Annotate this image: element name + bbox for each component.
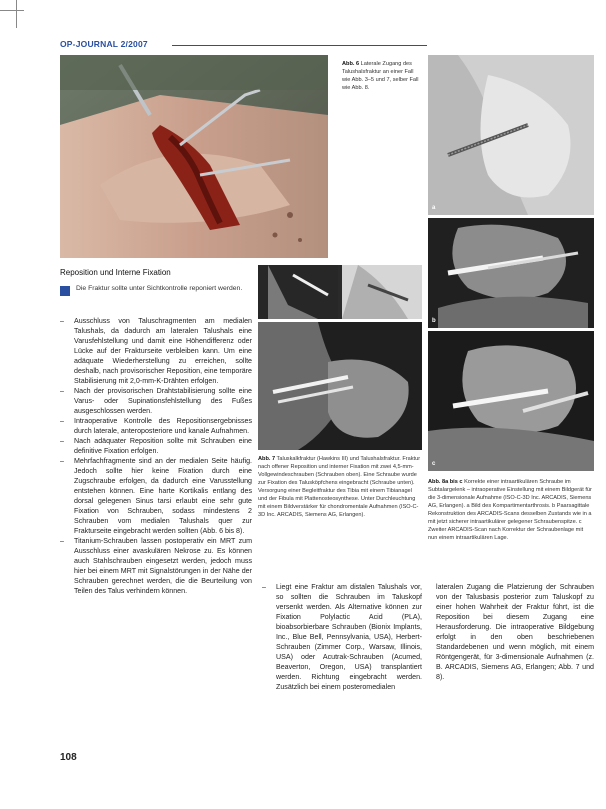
- fig7-caption-label: Abb. 7: [258, 456, 276, 462]
- fig8-label-c: c: [432, 461, 436, 467]
- journal-header: OP-JOURNAL 2/2007: [60, 39, 148, 49]
- list-item: – Mehrfachfragmente sind an der medialen Seite häufig. Jedoch sollte hier keine Fixation durch eine Zugschraube erfolgen, da dadurch eine Varusstellung entstehen können. Eine harte Kortikalis entlang des dorsal gelegenen Sinus tarsi erlaubt eine sehr gute Fixation von Schrauben, sodass mindestens 2 Schrauben vom medialen Talushals quer zur Frakturseite eingebracht werden sollten (Abb. 6 bis 8).: [60, 456, 252, 536]
- list-item: – Nach der provisorischen Drahtstabilisierung sollte eine Varus- oder Supinationsfehlstellung des Fußes ausgeschlossen werden.: [60, 386, 252, 416]
- fig6-caption-label: Abb. 6: [342, 61, 360, 67]
- surgical-photo: [60, 55, 328, 258]
- fig8-caption-text: Korrekte einer intraartikulären Schraube im Subtalargelenk – intraoperative Einstellung mit einem Bildgerät für die 3-dimensionale Aufnahme (ISO-C-3D Inc. ARCADIS, Siemens AG, Erlangen). a Bild des Kompartimentarthrosis. b Paarsagittale Rekonstruktion des ARCADIS-Scans desselben Zustands wie in a mit jetzt sicherer intraartikulärer gelegener Schraubenspitze. c Zweiter ARCADIS-Scan nach Korrektur der Schraubenlage mit nun einem intraartikulären Lage.: [428, 479, 592, 541]
- column-2-list: [262, 582, 422, 692]
- fig8-caption: [428, 478, 594, 542]
- xray-8c: [428, 331, 594, 471]
- fig8-label-b: b: [432, 318, 436, 324]
- crop-mark-vertical: [16, 0, 17, 28]
- list-item: – Liegt eine Fraktur am distalen Talushals vor, so sollten die Schrauben im Taluskopf versenkt werden. Als Alternative können zur Fixation Polylactic Acid (PLA), bioabsorbierbare Schrauben (Bionix Implants, Inc., Blue Bell, Pennsylvania, USA), Herbert-Schrauben (Zimmer Corp., Warsaw, Illinois, USA) oder Acutrak-Schrauben (Acumed, Beaverton, Oregon, USA) transplantiert werden. Richtung eingebracht werden. Zusätzlich bei einem posteromedialen: [262, 582, 422, 692]
- section-title: Reposition und Interne Fixation: [60, 268, 171, 277]
- xray-8b: [428, 218, 594, 328]
- list-item: – Ausschluss von Taluschragmenten am medialen Talushals, da dadurch am lateralen Talushals eine Varusfehlstellung und damit eine Höhendifferenz oder Lücke auf der Frakturseite verbleiben kann. Um eine adäquate Wiederherstellung zu erreichen, sollte deshalb, nach provisorischer Reposition, eine temporäre Stabilisierung mit 2,0-mm-K-Drähten erfolgen.: [60, 316, 252, 386]
- fig8-caption-label: Abb. 8a bis c: [428, 479, 463, 485]
- xray-7-top: [258, 265, 422, 319]
- list-item: – Titanium-Schrauben lassen postoperativ ein MRT zum Ausschluss einer avaskulären Nekrose zu. Es können auch Stahlschrauben eingesetzt werden, jedoch muss hier bei einem MRT mit Signalstörungen in der Nähe der Schrauben gerechnet werden, die die Beurteilung von Teilen des Talus verhindern können.: [60, 536, 252, 596]
- fig7-caption-text: Taluskalkfraktur (Hawkins III) und Talushalsfraktur. Fraktur nach offener Reposition und interner Fixation mit zwei 4,5-mm-Vollgewindeschrauben (Schrauben oben). Eine Schraube wurde zur Fixation des Talusköpfchens eingebracht (Schraube unten). Versorgung einer Begleitfraktur des Tibia mit einem Tibianagel und der Fibula mit Plattenosteosynthese. Unter Durchleuchtung mit einem Bildverstärker für chondromentale Aufnahmen (ISO-C-3D Inc. ARCADIS, Siemens AG, Erlangen).: [258, 456, 421, 518]
- xray-7-main: [258, 322, 422, 450]
- list-item: – Nach adäquater Reposition sollte mit Schrauben eine definitive Fixation erfolgen.: [60, 436, 252, 456]
- fig6-caption: [342, 60, 422, 92]
- callout-square-icon: [60, 286, 70, 296]
- fig8-label-a: a: [432, 205, 436, 211]
- page-number: 108: [60, 752, 77, 763]
- column-3-text: lateralen Zugang die Platzierung der Schrauben von der Talusbasis posterior zum Taluskopf zu einer hohen Wahrheit der Fraktur führt, ist die Reposition bei diesem Zugang eine Herausforderung. Die intraoperative Bildgebung erfolgt in den oben beschriebenen Standardebenen und wenn möglich, mit einem Röntgengerät, für 3-dimensionale Aufnahmen (z. B. ARCADIS, Siemens AG, Erlangen; Abb. 7 und 8).: [436, 583, 594, 681]
- list-item: – Intraoperative Kontrolle des Repositionsergebnisses durch laterale, anteroposteriore und kanale Aufnahmen.: [60, 416, 252, 436]
- header-rule: [172, 45, 427, 46]
- xray-8a: [428, 55, 594, 215]
- callout-text: Die Fraktur sollte unter Sichtkontrolle reponiert werden.: [76, 285, 243, 292]
- column-1-list: [60, 316, 252, 596]
- fig7-caption: [258, 455, 422, 519]
- fig6-caption-text: Laterale Zugang des Talushalsfraktur an einer Fall wie Abb. 3–5 und 7, selber Fall wie Abb. 8.: [342, 61, 419, 91]
- crop-mark-horizontal: [0, 10, 24, 11]
- callout-box: [60, 284, 250, 306]
